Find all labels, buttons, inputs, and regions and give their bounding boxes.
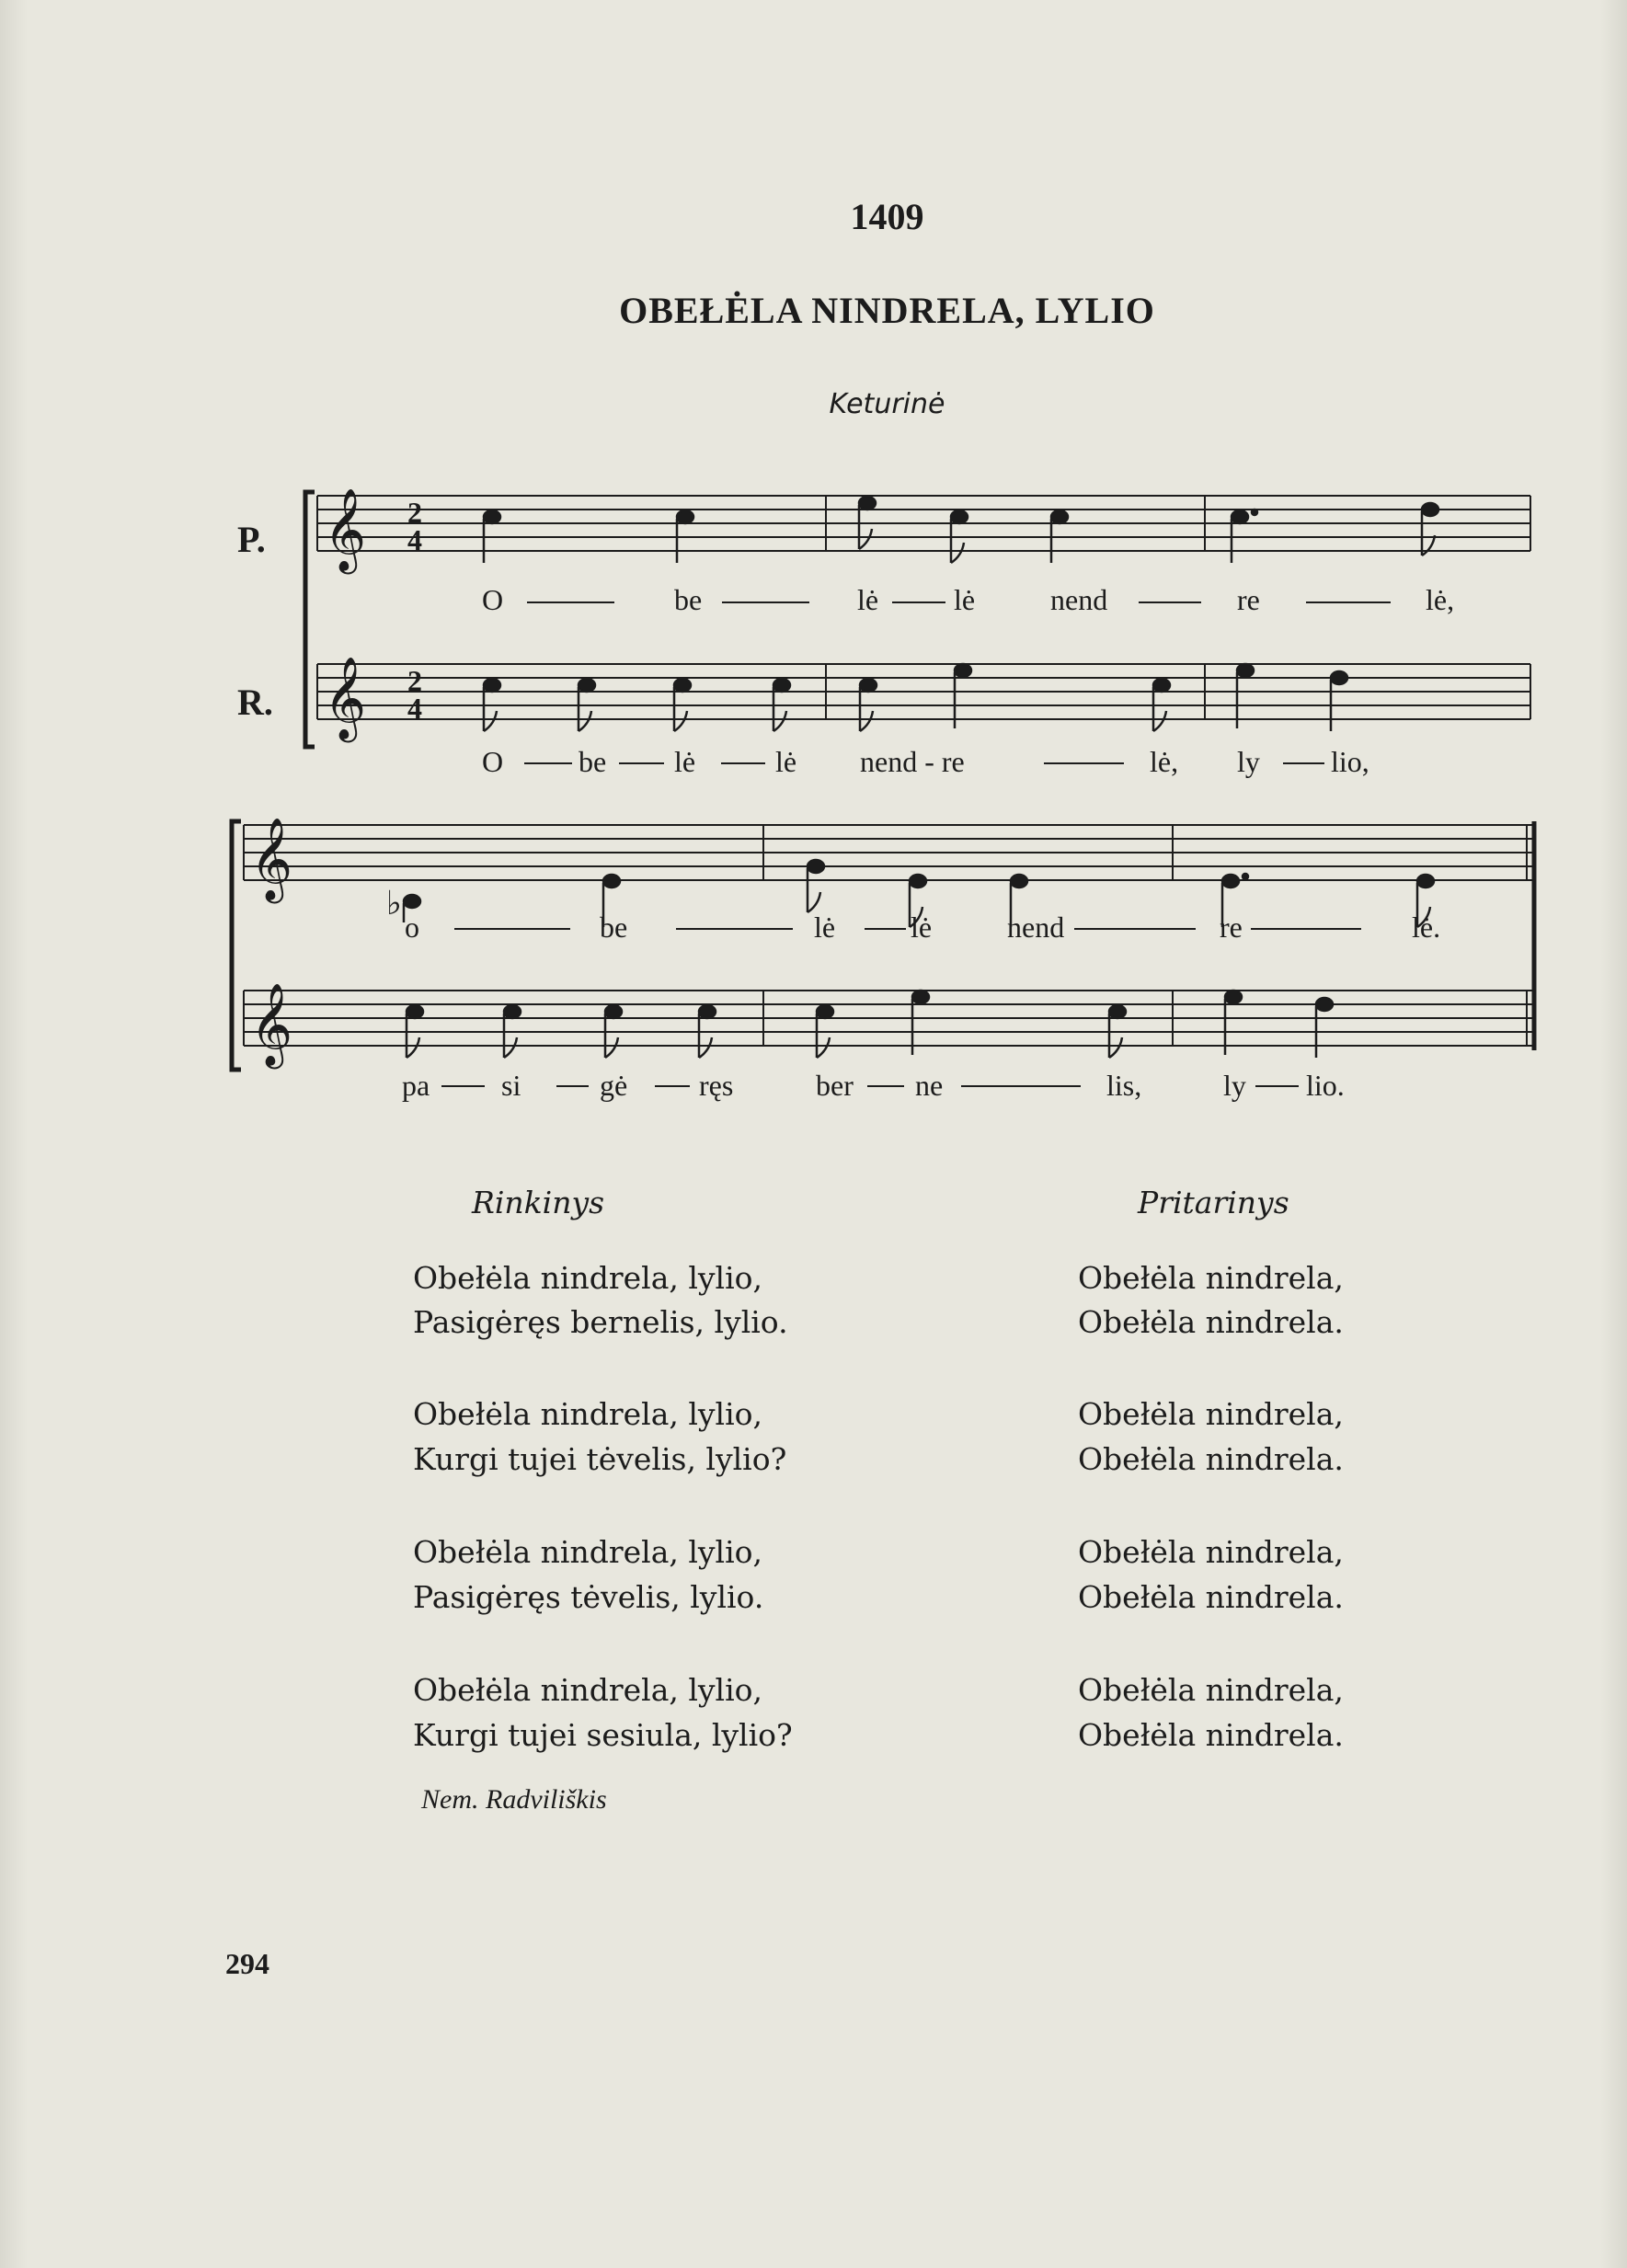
staff-p-1 [317, 496, 1530, 551]
pritarinys-heading: Pritarinys [1138, 1185, 1289, 1220]
time-sig-bottom: 4 [407, 523, 422, 556]
lyric-r2-2: si [501, 1069, 521, 1102]
page-number: 294 [225, 1947, 269, 1980]
lyric-r1-7: ly [1237, 745, 1260, 778]
lyric-r1-5: nend - re [860, 745, 965, 778]
verse-left-3-2: Pasigėręs tėvelis, lylio. [413, 1579, 764, 1615]
time-sig-top: 2 [407, 664, 422, 697]
notes-p-1 [484, 497, 1438, 563]
treble-clef-icon: 𝄞 [324, 488, 367, 571]
verse-left-2-2: Kurgi tujei tėvelis, lylio? [413, 1441, 787, 1477]
lyric-p1-7: lė, [1426, 583, 1455, 616]
verse-left-3-1: Obełėla nindrela, lylio, [413, 1534, 763, 1570]
verse-right-3-2: Obełėla nindrela. [1078, 1579, 1344, 1615]
lyric-p2-6: re [1220, 911, 1243, 944]
lyric-r1-6: lė, [1150, 745, 1179, 778]
verse-left-2-1: Obełėla nindrela, lylio, [413, 1396, 763, 1432]
lyric-r2-6: ne [915, 1069, 944, 1102]
lyric-p1-3: lė [857, 583, 879, 616]
lyric-p1-6: re [1237, 583, 1260, 616]
lyric-p1-2: be [674, 583, 703, 616]
time-sig-bottom: 4 [407, 692, 422, 725]
verse-right-1-2: Obełėla nindrela. [1078, 1304, 1344, 1340]
lyric-r1-4: lė [775, 745, 797, 778]
system-bracket [305, 492, 315, 747]
verse-left-1-1: Obełėla nindrela, lylio, [413, 1260, 763, 1296]
lyric-r1-2: be [579, 745, 607, 778]
staff-r-2 [244, 991, 1536, 1046]
lyric-p2-4: lė [911, 911, 933, 944]
lyric-r2-3: gė [600, 1069, 628, 1102]
lyric-r1-3: lė [674, 745, 696, 778]
verse-right-1-1: Obełėla nindrela, [1078, 1260, 1344, 1296]
verse-right-4-2: Obełėla nindrela. [1078, 1717, 1344, 1753]
rinkinys-heading: Rinkinys [472, 1185, 605, 1220]
lyric-p2-1: o [405, 911, 419, 944]
lyric-r2-9: lio. [1306, 1069, 1345, 1102]
staff-p-2 [244, 821, 1536, 1050]
song-number: 1409 [850, 196, 924, 237]
verse-left-4-1: Obełėla nindrela, lylio, [413, 1672, 763, 1708]
lyric-r1-8: lio, [1331, 745, 1369, 778]
treble-clef-icon: 𝄞 [250, 983, 293, 1066]
verse-right-2-2: Obełėla nindrela. [1078, 1441, 1344, 1477]
flat-icon: ♭ [386, 885, 402, 922]
lyric-p1-4: lė [954, 583, 976, 616]
system-bracket [232, 821, 241, 1070]
lyric-r2-8: ly [1223, 1069, 1246, 1102]
notes-r-2 [407, 991, 1333, 1058]
treble-clef-icon: 𝄞 [250, 818, 293, 900]
lyric-p2-2: be [600, 911, 628, 944]
lyric-p1-1: O [482, 583, 504, 616]
place-note: Nem. Radviliškis [421, 1784, 607, 1815]
voice-label-p: P. [237, 519, 266, 560]
lyric-r2-1: pa [402, 1069, 430, 1102]
verse-right-4-1: Obełėla nindrela, [1078, 1672, 1344, 1708]
lyric-r2-7: lis, [1106, 1069, 1142, 1102]
lyric-p1-5: nend [1050, 583, 1108, 616]
verse-left-1-2: Pasigėręs bernelis, lylio. [413, 1304, 788, 1340]
lyric-p2-3: lė [814, 911, 836, 944]
lyric-p2-5: nend [1007, 911, 1065, 944]
notes-r-1 [484, 664, 1347, 731]
lyric-r1-1: O [482, 745, 504, 778]
voice-label-r: R. [237, 682, 273, 723]
lyric-r2-4: ręs [699, 1069, 734, 1102]
verse-left-4-2: Kurgi tujei sesiula, lylio? [413, 1717, 793, 1753]
genre-label: Keturinė [829, 388, 945, 420]
verse-right-2-1: Obełėla nindrela, [1078, 1396, 1344, 1432]
time-sig-top: 2 [407, 496, 422, 529]
lyric-r2-5: ber [816, 1069, 854, 1102]
staff-r-1 [317, 664, 1530, 719]
song-title: OBEŁĖLA NINDRELA, LYLIO [619, 290, 1155, 331]
treble-clef-icon: 𝄞 [324, 657, 367, 739]
verse-right-3-1: Obełėla nindrela, [1078, 1534, 1344, 1570]
lyric-p2-7: lė. [1412, 911, 1441, 944]
